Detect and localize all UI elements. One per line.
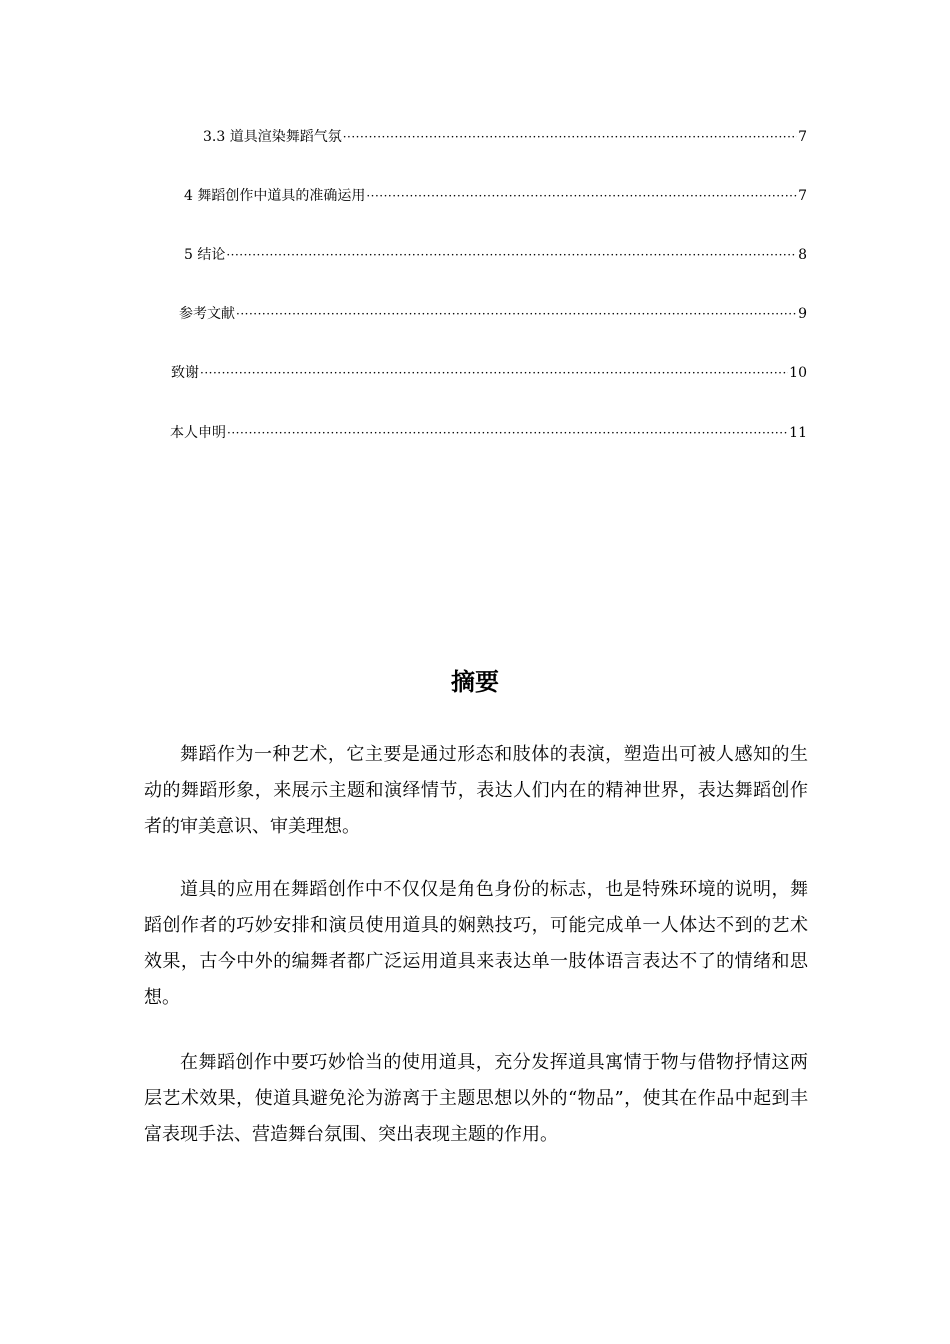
toc-entry[interactable] (170, 421, 807, 445)
toc-entry[interactable] (179, 302, 807, 326)
toc-entry-page: 11 (789, 425, 807, 441)
toc-dot-leader (200, 361, 788, 385)
toc-entry[interactable] (184, 243, 807, 267)
toc-entry-page: 7 (798, 129, 807, 145)
toc-entry-title: 致谢 (171, 365, 199, 381)
toc-entry-title: 参考文献 (179, 306, 235, 322)
toc-entry-page: 9 (798, 306, 807, 322)
toc-dot-leader (366, 184, 797, 208)
toc-entry-page: 10 (789, 365, 807, 381)
toc-dot-leader (227, 421, 788, 445)
abstract-paragraph: 舞蹈作为一种艺术，它主要是通过形态和肢体的表演，塑造出可被人感知的生动的舞蹈形象，来展示主题和演绎情节，表达人们内在的精神世界，表达舞蹈创作者的审美意识、审美理想。 (144, 744, 808, 837)
toc-entry-page: 8 (798, 247, 807, 263)
toc-entry-title: 本人申明 (170, 425, 226, 441)
toc-dot-leader (226, 243, 797, 267)
abstract-title: 摘要 (451, 668, 499, 696)
abstract-paragraph: 道具的应用在舞蹈创作中不仅仅是角色身份的标志，也是特殊环境的说明，舞蹈创作者的巧妙安排和演员使用道具的娴熟技巧，可能完成单一人体达不到的艺术效果，古今中外的编舞者都广泛运用道具来表达单一肢体语言表达不了的情绪和思想。 (144, 879, 808, 1008)
toc-entry-title: 4 舞蹈创作中道具的准确运用 (184, 188, 366, 204)
toc-entry-page: 7 (798, 188, 807, 204)
abstract-paragraph: 在舞蹈创作中要巧妙恰当的使用道具，充分发挥道具寓情于物与借物抒情这两层艺术效果，使道具避免沦为游离于主题思想以外的“物品”，使其在作品中起到丰富表现手法、营造舞台氛围、突出表现主题的作用。 (144, 1052, 808, 1145)
toc-entry[interactable] (171, 361, 807, 385)
toc-entry[interactable] (203, 125, 807, 149)
toc-entry-title: 3.3 道具渲染舞蹈气氛 (203, 129, 342, 145)
toc-dot-leader (343, 125, 797, 149)
toc-dot-leader (236, 302, 797, 326)
toc-entry[interactable] (184, 184, 807, 208)
toc-entry-title: 5 结论 (184, 247, 226, 263)
